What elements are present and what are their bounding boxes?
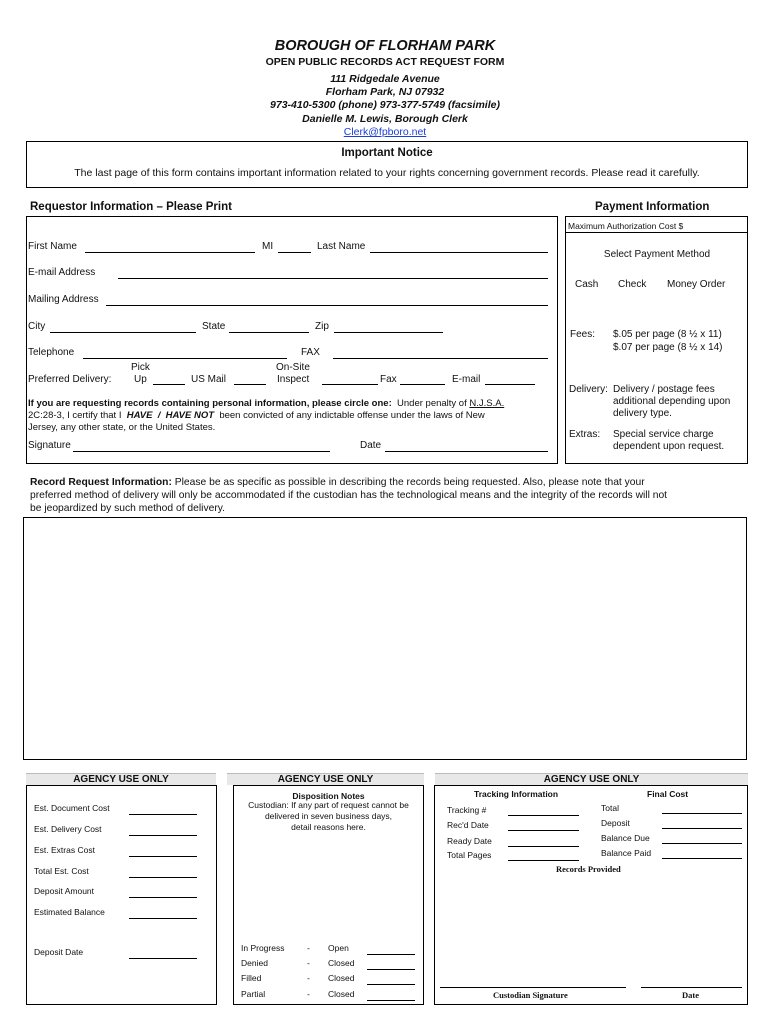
check-option[interactable]: Check bbox=[618, 279, 647, 290]
deposit-date-field[interactable] bbox=[129, 958, 197, 959]
extras-line-2: dependent upon request. bbox=[613, 441, 725, 452]
fax-label: FAX bbox=[301, 347, 320, 358]
extras-line-1: Special service charge bbox=[613, 429, 714, 440]
delivery-line-1: Delivery / postage fees bbox=[613, 384, 715, 395]
tracking-number-label: Tracking # bbox=[447, 805, 487, 815]
have-option[interactable]: HAVE bbox=[126, 410, 153, 421]
onsite-inspect-field[interactable] bbox=[322, 384, 378, 385]
recd-date-label: Rec'd Date bbox=[447, 820, 489, 830]
email-delivery-field[interactable] bbox=[485, 384, 535, 385]
city-field[interactable] bbox=[50, 332, 196, 333]
first-name-label: First Name bbox=[28, 241, 77, 252]
total-pages-field[interactable] bbox=[508, 860, 579, 861]
est-delivery-cost-field[interactable] bbox=[129, 835, 197, 836]
max-authorization-divider bbox=[566, 232, 748, 233]
deposit-amount-field[interactable] bbox=[129, 897, 197, 898]
status-partial-label: Partial bbox=[241, 989, 266, 999]
clerk-email-link[interactable]: Clerk@fpboro.net bbox=[343, 126, 427, 138]
payment-section-title: Payment Information bbox=[595, 201, 710, 213]
date-label: Date bbox=[360, 440, 382, 451]
tracking-number-field[interactable] bbox=[508, 815, 579, 816]
final-total-label: Total bbox=[601, 803, 619, 813]
fees-label: Fees: bbox=[570, 329, 596, 340]
important-notice-text: The last page of this form contains important information related to your rights concerning government records. Please read it carefully. bbox=[74, 167, 700, 179]
record-request-instructions: Record Request Information: Please be as specific as possible in describing the records being requested. Also, please note that your preferred method of delivery will only be accommodated if the custodian has the technological means and the integrity of the records will not be jeopardized by such method of delivery. bbox=[30, 477, 668, 514]
requestor-section-title: Requestor Information – Please Print bbox=[30, 201, 232, 213]
total-est-cost-field[interactable] bbox=[129, 877, 197, 878]
ready-date-field[interactable] bbox=[508, 846, 579, 847]
status-denied-label: Denied bbox=[241, 958, 268, 968]
last-name-label: Last Name bbox=[317, 241, 366, 252]
mi-field[interactable] bbox=[278, 252, 311, 253]
money-order-option[interactable]: Money Order bbox=[667, 279, 726, 290]
balance-due-label: Balance Due bbox=[601, 833, 650, 843]
pick-label: Pick bbox=[131, 362, 150, 373]
deposit-amount-label: Deposit Amount bbox=[34, 886, 95, 896]
first-name-field[interactable] bbox=[85, 252, 255, 253]
status-denied-field[interactable] bbox=[367, 969, 415, 970]
mailing-address-label: Mailing Address bbox=[28, 294, 99, 305]
status-filled-field[interactable] bbox=[367, 984, 415, 985]
ready-date-label: Ready Date bbox=[447, 836, 492, 846]
extras-label: Extras: bbox=[569, 429, 601, 440]
final-deposit-label: Deposit bbox=[601, 818, 630, 828]
max-authorization-cost-label: Maximum Authorization Cost $ bbox=[568, 221, 684, 231]
final-cost-title: Final Cost bbox=[647, 789, 689, 799]
mailing-address-field[interactable] bbox=[106, 305, 548, 306]
pickup-field[interactable] bbox=[153, 384, 185, 385]
status-open-field[interactable] bbox=[367, 954, 415, 955]
agency-use-label-2: AGENCY USE ONLY bbox=[227, 773, 424, 785]
select-payment-method-label: Select Payment Method bbox=[603, 249, 711, 260]
page-title: BOROUGH OF FLORHAM PARK bbox=[274, 38, 496, 54]
custodian-date-label: Date bbox=[682, 990, 699, 1000]
cash-option[interactable]: Cash bbox=[575, 279, 599, 290]
borough-clerk: Danielle M. Lewis, Borough Clerk bbox=[302, 113, 468, 125]
records-provided-label: Records Provided bbox=[556, 864, 621, 874]
certification-bold-text: If you are requesting records containing personal information, please circle one bbox=[28, 398, 389, 409]
date-field[interactable] bbox=[385, 451, 548, 452]
status-closed-label-1: Closed bbox=[328, 958, 355, 968]
balance-due-field[interactable] bbox=[662, 843, 742, 844]
form-subtitle: OPEN PUBLIC RECORDS ACT REQUEST FORM bbox=[265, 56, 505, 68]
status-partial-field[interactable] bbox=[367, 1000, 415, 1001]
custodian-signature-field[interactable] bbox=[440, 987, 626, 988]
status-closed-label-2: Closed bbox=[328, 973, 355, 983]
signature-field[interactable] bbox=[73, 451, 330, 452]
fees-line-1: $.05 per page (8 ½ x 11) bbox=[613, 329, 722, 340]
final-total-field[interactable] bbox=[662, 813, 742, 814]
disposition-line-1: Custodian: If any part of request cannot be bbox=[248, 800, 409, 810]
record-request-label: Record Request Information: bbox=[30, 477, 172, 488]
custodian-date-field[interactable] bbox=[641, 987, 742, 988]
preferred-delivery-label: Preferred Delivery: bbox=[28, 374, 112, 385]
us-mail-label: US Mail bbox=[191, 374, 227, 385]
disposition-line-3: detail reasons here. bbox=[291, 822, 366, 832]
total-pages-label: Total Pages bbox=[447, 850, 492, 860]
email-delivery-label: E-mail bbox=[452, 374, 481, 385]
address-line-1: 111 Ridgedale Avenue bbox=[330, 73, 440, 85]
fax-delivery-field[interactable] bbox=[400, 384, 445, 385]
telephone-label: Telephone bbox=[28, 347, 75, 358]
fax-field[interactable] bbox=[333, 358, 548, 359]
estimated-balance-label: Estimated Balance bbox=[34, 907, 105, 917]
city-label: City bbox=[28, 321, 46, 332]
deposit-date-label: Deposit Date bbox=[34, 947, 84, 957]
final-deposit-field[interactable] bbox=[662, 828, 742, 829]
us-mail-field[interactable] bbox=[234, 384, 266, 385]
agency-use-label-1: AGENCY USE ONLY bbox=[26, 773, 216, 785]
inspect-label: Inspect bbox=[277, 374, 310, 385]
zip-field[interactable] bbox=[334, 332, 443, 333]
state-label: State bbox=[202, 321, 226, 332]
pickup-up-label: Up bbox=[134, 374, 147, 385]
signature-label: Signature bbox=[28, 440, 71, 451]
delivery-line-3: delivery type. bbox=[613, 408, 672, 419]
tracking-information-title: Tracking Information bbox=[474, 789, 559, 799]
fax-delivery-label: Fax bbox=[380, 374, 397, 385]
phone-numbers: 973-410-5300 (phone) 973-377-5749 (facsimile) bbox=[270, 99, 500, 111]
records-provided-area[interactable] bbox=[440, 875, 742, 985]
state-field[interactable] bbox=[229, 332, 309, 333]
important-notice-title: Important Notice bbox=[341, 147, 433, 159]
total-est-cost-label: Total Est. Cost bbox=[34, 866, 89, 876]
have-not-option[interactable]: HAVE NOT bbox=[165, 410, 215, 421]
mi-label: MI bbox=[262, 241, 274, 252]
record-request-textarea[interactable] bbox=[23, 517, 747, 760]
zip-label: Zip bbox=[315, 321, 329, 332]
est-extras-cost-label: Est. Extras Cost bbox=[34, 845, 95, 855]
status-closed-label-3: Closed bbox=[328, 989, 355, 999]
onsite-label: On-Site bbox=[276, 362, 310, 373]
certification-text: If you are requesting records containing personal information, please circle one: Under penalty of N.J.S.A. 2C:28-3, I certify that I HAVE / HAVE NOT been convicted of any indictable offense under the laws of New Jersey, any other state, or the United States. bbox=[28, 398, 505, 433]
balance-paid-field[interactable] bbox=[662, 858, 742, 859]
telephone-field[interactable] bbox=[83, 358, 287, 359]
email-label: E-mail Address bbox=[28, 267, 96, 278]
estimated-balance-field[interactable] bbox=[129, 918, 197, 919]
status-open-label: Open bbox=[328, 943, 349, 953]
fees-line-2: $.07 per page (8 ½ x 14) bbox=[613, 342, 723, 353]
est-extras-cost-field[interactable] bbox=[129, 856, 197, 857]
status-in-progress-label: In Progress bbox=[241, 943, 285, 953]
address-line-2: Florham Park, NJ 07932 bbox=[325, 86, 445, 98]
email-field[interactable] bbox=[118, 278, 548, 279]
disposition-notes-title: Disposition Notes bbox=[292, 791, 365, 801]
delivery-line-2: additional depending upon bbox=[613, 396, 731, 407]
last-name-field[interactable] bbox=[370, 252, 548, 253]
balance-paid-label: Balance Paid bbox=[601, 848, 652, 858]
est-document-cost-field[interactable] bbox=[129, 814, 197, 815]
agency-use-label-3: AGENCY USE ONLY bbox=[435, 773, 748, 785]
status-filled-label: Filled bbox=[241, 973, 262, 983]
delivery-label: Delivery: bbox=[569, 384, 608, 395]
est-delivery-cost-label: Est. Delivery Cost bbox=[34, 824, 102, 834]
custodian-signature-label: Custodian Signature bbox=[493, 990, 568, 1000]
disposition-line-2: delivered in seven business days, bbox=[264, 811, 393, 821]
recd-date-field[interactable] bbox=[508, 830, 579, 831]
est-document-cost-label: Est. Document Cost bbox=[34, 803, 110, 813]
